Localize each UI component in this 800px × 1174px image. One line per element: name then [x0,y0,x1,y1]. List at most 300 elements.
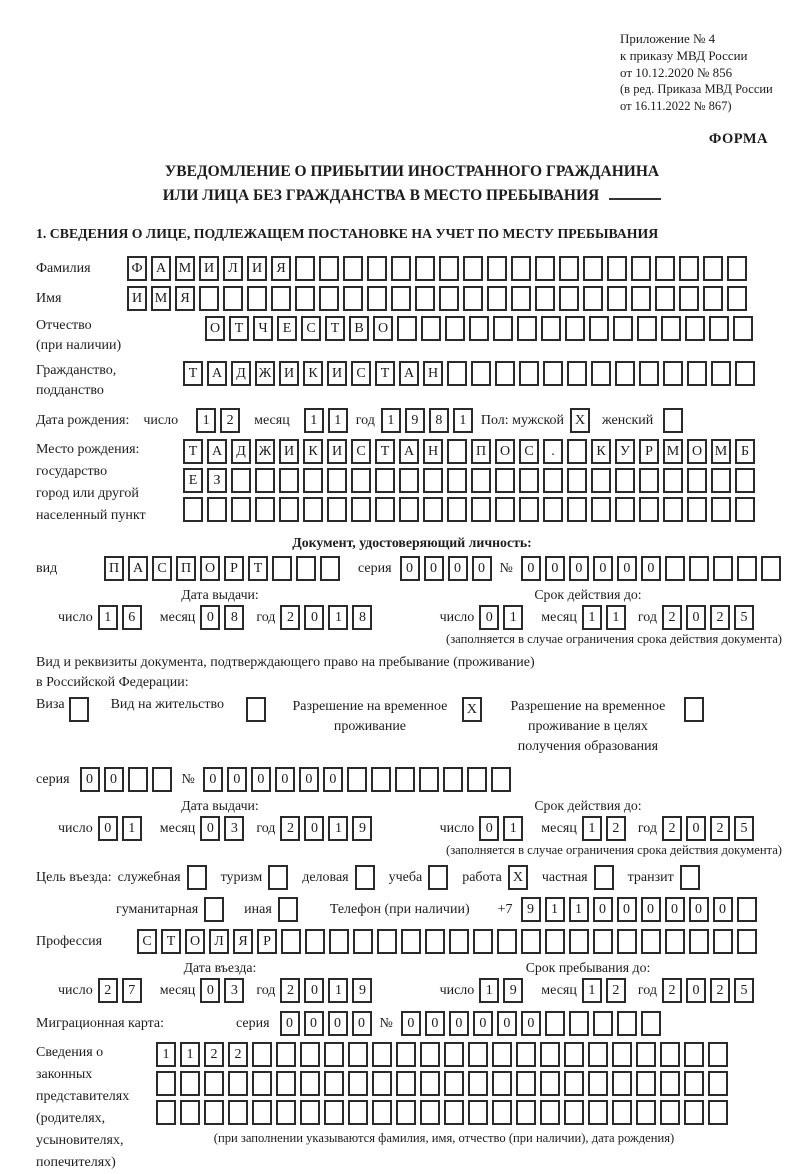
char-box[interactable]: 6 [122,605,142,630]
char-box[interactable] [447,468,467,493]
char-box[interactable] [535,256,555,281]
char-box[interactable]: 0 [521,1011,541,1036]
char-box[interactable]: Д [231,439,251,464]
char-box[interactable]: 2 [710,605,730,630]
char-box[interactable] [439,256,459,281]
char-box[interactable] [348,1042,368,1067]
char-box[interactable] [607,286,627,311]
checkbox[interactable] [680,865,700,890]
char-box[interactable] [545,1011,565,1036]
char-box[interactable] [593,1011,613,1036]
char-box[interactable]: 0 [251,767,271,792]
char-box[interactable]: 0 [689,897,709,922]
char-box[interactable]: 0 [425,1011,445,1036]
char-box[interactable]: 1 [606,605,626,630]
char-box[interactable]: 0 [275,767,295,792]
char-box[interactable]: 2 [228,1042,248,1067]
char-box[interactable] [540,1071,560,1096]
char-box[interactable] [329,929,349,954]
char-box[interactable] [569,929,589,954]
char-box[interactable]: Т [229,316,249,341]
char-box[interactable]: 1 [453,408,473,433]
char-box[interactable] [567,497,587,522]
char-box[interactable]: 0 [472,556,492,581]
char-box[interactable]: 0 [200,605,220,630]
char-box[interactable] [660,1071,680,1096]
char-box[interactable] [300,1042,320,1067]
char-box[interactable] [279,497,299,522]
char-box[interactable]: 1 [328,816,348,841]
char-box[interactable] [679,256,699,281]
char-box[interactable] [727,256,747,281]
char-box[interactable]: 2 [98,978,118,1003]
char-box[interactable]: 0 [593,897,613,922]
char-box[interactable]: 0 [304,1011,324,1036]
char-box[interactable] [247,286,267,311]
char-box[interactable]: Т [248,556,268,581]
char-box[interactable] [591,497,611,522]
char-box[interactable] [300,1100,320,1125]
char-box[interactable] [735,361,755,386]
char-box[interactable] [351,468,371,493]
char-box[interactable]: 1 [122,816,142,841]
char-box[interactable]: А [207,361,227,386]
char-box[interactable] [639,361,659,386]
char-box[interactable]: 0 [401,1011,421,1036]
char-box[interactable] [737,897,757,922]
char-box[interactable] [372,1100,392,1125]
char-box[interactable] [319,256,339,281]
char-box[interactable]: 9 [521,897,541,922]
char-box[interactable] [420,1100,440,1125]
char-box[interactable] [401,929,421,954]
checkbox[interactable] [594,865,614,890]
char-box[interactable]: 0 [203,767,223,792]
checkbox[interactable] [187,865,207,890]
char-box[interactable]: 0 [665,897,685,922]
char-box[interactable]: 1 [582,605,602,630]
char-box[interactable]: Т [183,439,203,464]
char-box[interactable] [353,929,373,954]
char-box[interactable]: 1 [582,816,602,841]
char-box[interactable]: 0 [200,816,220,841]
char-box[interactable]: 1 [582,978,602,1003]
char-box[interactable]: 1 [503,816,523,841]
char-box[interactable]: 3 [224,816,244,841]
checkbox[interactable] [204,897,224,922]
char-box[interactable] [543,468,563,493]
char-box[interactable] [713,556,733,581]
char-box[interactable]: 0 [280,1011,300,1036]
char-box[interactable] [425,929,445,954]
char-box[interactable] [252,1100,272,1125]
char-box[interactable] [615,361,635,386]
char-box[interactable] [495,468,515,493]
char-box[interactable]: 1 [503,605,523,630]
char-box[interactable]: Р [639,439,659,464]
char-box[interactable] [641,1011,661,1036]
char-box[interactable]: С [137,929,157,954]
char-box[interactable] [415,256,435,281]
char-box[interactable] [519,361,539,386]
char-box[interactable]: О [495,439,515,464]
char-box[interactable] [545,929,565,954]
char-box[interactable] [445,316,465,341]
char-box[interactable] [559,256,579,281]
char-box[interactable] [727,286,747,311]
char-box[interactable] [487,286,507,311]
char-box[interactable]: 2 [662,816,682,841]
char-box[interactable]: О [373,316,393,341]
char-box[interactable]: Л [209,929,229,954]
char-box[interactable] [583,256,603,281]
char-box[interactable]: 1 [180,1042,200,1067]
char-box[interactable] [281,929,301,954]
char-box[interactable] [492,1071,512,1096]
char-box[interactable] [540,1042,560,1067]
char-box[interactable]: 0 [686,978,706,1003]
char-box[interactable] [372,1071,392,1096]
char-box[interactable] [639,468,659,493]
char-box[interactable]: Л [223,256,243,281]
char-box[interactable] [319,286,339,311]
char-box[interactable] [447,439,467,464]
char-box[interactable]: 0 [104,767,124,792]
char-box[interactable] [397,316,417,341]
char-box[interactable] [636,1071,656,1096]
char-box[interactable]: О [205,316,225,341]
char-box[interactable] [303,497,323,522]
char-box[interactable]: 1 [569,897,589,922]
char-box[interactable] [567,468,587,493]
char-box[interactable]: О [185,929,205,954]
char-box[interactable] [565,316,585,341]
char-box[interactable] [567,439,587,464]
char-box[interactable]: А [399,361,419,386]
char-box[interactable] [612,1100,632,1125]
char-box[interactable]: 7 [122,978,142,1003]
char-box[interactable] [469,316,489,341]
char-box[interactable] [367,286,387,311]
char-box[interactable] [655,256,675,281]
char-box[interactable] [255,468,275,493]
char-box[interactable] [207,497,227,522]
char-box[interactable] [276,1042,296,1067]
char-box[interactable]: П [471,439,491,464]
char-box[interactable] [444,1100,464,1125]
char-box[interactable]: 9 [405,408,425,433]
char-box[interactable]: 0 [304,978,324,1003]
char-box[interactable]: М [663,439,683,464]
char-box[interactable]: 1 [328,408,348,433]
char-box[interactable]: 9 [503,978,523,1003]
char-box[interactable]: Ж [255,361,275,386]
char-box[interactable]: . [543,439,563,464]
char-box[interactable] [396,1100,416,1125]
char-box[interactable] [687,361,707,386]
char-box[interactable] [420,1042,440,1067]
char-box[interactable] [663,497,683,522]
char-box[interactable]: 5 [734,978,754,1003]
char-box[interactable]: И [127,286,147,311]
char-box[interactable] [204,1071,224,1096]
char-box[interactable] [396,1042,416,1067]
char-box[interactable] [375,468,395,493]
char-box[interactable]: 0 [686,605,706,630]
char-box[interactable] [487,256,507,281]
char-box[interactable]: С [301,316,321,341]
char-box[interactable]: Ч [253,316,273,341]
char-box[interactable] [735,497,755,522]
char-box[interactable]: И [199,256,219,281]
char-box[interactable] [543,361,563,386]
checkbox[interactable] [428,865,448,890]
char-box[interactable]: 0 [479,605,499,630]
char-box[interactable] [423,468,443,493]
char-box[interactable] [343,256,363,281]
char-box[interactable] [564,1071,584,1096]
char-box[interactable] [615,468,635,493]
char-box[interactable]: 3 [224,978,244,1003]
char-box[interactable]: 2 [710,978,730,1003]
char-box[interactable] [685,316,705,341]
char-box[interactable] [444,1042,464,1067]
char-box[interactable] [272,556,292,581]
checkbox[interactable] [355,865,375,890]
checkbox[interactable]: X [508,865,528,890]
char-box[interactable]: С [519,439,539,464]
char-box[interactable] [324,1100,344,1125]
char-box[interactable]: О [687,439,707,464]
char-box[interactable]: 0 [686,816,706,841]
char-box[interactable] [636,1042,656,1067]
char-box[interactable]: 0 [593,556,613,581]
char-box[interactable]: У [615,439,635,464]
char-box[interactable]: 2 [204,1042,224,1067]
char-box[interactable] [583,286,603,311]
char-box[interactable] [449,929,469,954]
char-box[interactable] [613,316,633,341]
char-box[interactable]: 0 [641,556,661,581]
char-box[interactable] [300,1071,320,1096]
char-box[interactable] [324,1071,344,1096]
char-box[interactable] [493,316,513,341]
char-box[interactable] [684,1042,704,1067]
char-box[interactable]: 1 [304,408,324,433]
char-box[interactable] [636,1100,656,1125]
char-box[interactable]: И [327,439,347,464]
char-box[interactable]: К [591,439,611,464]
char-box[interactable] [591,361,611,386]
char-box[interactable]: 1 [328,605,348,630]
char-box[interactable]: 0 [641,897,661,922]
char-box[interactable] [223,286,243,311]
char-box[interactable]: З [207,468,227,493]
char-box[interactable] [521,929,541,954]
char-box[interactable]: 0 [569,556,589,581]
char-box[interactable]: 0 [497,1011,517,1036]
char-box[interactable] [367,256,387,281]
char-box[interactable] [447,497,467,522]
char-box[interactable]: М [711,439,731,464]
char-box[interactable] [516,1042,536,1067]
char-box[interactable]: Т [183,361,203,386]
char-box[interactable] [660,1042,680,1067]
char-box[interactable] [615,497,635,522]
char-box[interactable]: Д [231,361,251,386]
char-box[interactable] [588,1042,608,1067]
char-box[interactable]: Р [224,556,244,581]
char-box[interactable] [279,468,299,493]
char-box[interactable] [295,286,315,311]
char-box[interactable] [511,256,531,281]
char-box[interactable]: 0 [328,1011,348,1036]
char-box[interactable] [180,1071,200,1096]
char-box[interactable]: И [279,361,299,386]
char-box[interactable] [617,929,637,954]
char-box[interactable]: И [279,439,299,464]
char-box[interactable] [703,256,723,281]
char-box[interactable] [612,1071,632,1096]
char-box[interactable]: Ж [255,439,275,464]
char-box[interactable]: К [303,361,323,386]
char-box[interactable]: Я [271,256,291,281]
char-box[interactable] [204,1100,224,1125]
char-box[interactable] [375,497,395,522]
char-box[interactable]: 0 [449,1011,469,1036]
char-box[interactable] [631,256,651,281]
checkbox[interactable] [663,408,683,433]
char-box[interactable] [495,497,515,522]
char-box[interactable] [255,497,275,522]
char-box[interactable] [295,256,315,281]
char-box[interactable]: 0 [448,556,468,581]
char-box[interactable]: Ф [127,256,147,281]
char-box[interactable] [252,1042,272,1067]
char-box[interactable] [471,497,491,522]
char-box[interactable]: Я [233,929,253,954]
char-box[interactable] [492,1100,512,1125]
char-box[interactable]: 0 [400,556,420,581]
char-box[interactable]: А [151,256,171,281]
char-box[interactable] [665,556,685,581]
char-box[interactable] [252,1071,272,1096]
char-box[interactable] [735,468,755,493]
char-box[interactable] [391,256,411,281]
char-box[interactable] [467,767,487,792]
char-box[interactable] [128,767,148,792]
char-box[interactable] [444,1071,464,1096]
char-box[interactable]: 2 [606,978,626,1003]
char-box[interactable]: И [327,361,347,386]
char-box[interactable] [687,497,707,522]
char-box[interactable] [276,1100,296,1125]
char-box[interactable]: 0 [304,816,324,841]
char-box[interactable] [183,497,203,522]
char-box[interactable]: 5 [734,816,754,841]
char-box[interactable] [377,929,397,954]
char-box[interactable] [468,1042,488,1067]
char-box[interactable]: 1 [196,408,216,433]
char-box[interactable] [689,556,709,581]
char-box[interactable] [711,468,731,493]
char-box[interactable] [343,286,363,311]
char-box[interactable] [689,929,709,954]
char-box[interactable] [708,1042,728,1067]
char-box[interactable]: О [200,556,220,581]
char-box[interactable] [511,286,531,311]
char-box[interactable] [296,556,316,581]
char-box[interactable]: 5 [734,605,754,630]
char-box[interactable] [540,1100,560,1125]
char-box[interactable]: С [351,361,371,386]
char-box[interactable] [519,468,539,493]
char-box[interactable]: С [351,439,371,464]
char-box[interactable]: 0 [304,605,324,630]
char-box[interactable]: Т [375,439,395,464]
char-box[interactable]: 8 [224,605,244,630]
char-box[interactable]: 1 [545,897,565,922]
char-box[interactable] [348,1071,368,1096]
char-box[interactable]: Т [325,316,345,341]
char-box[interactable] [711,361,731,386]
char-box[interactable] [348,1100,368,1125]
char-box[interactable] [228,1100,248,1125]
char-box[interactable] [320,556,340,581]
char-box[interactable] [399,468,419,493]
char-box[interactable]: 8 [352,605,372,630]
char-box[interactable] [641,929,661,954]
char-box[interactable] [737,556,757,581]
char-box[interactable] [468,1071,488,1096]
char-box[interactable] [761,556,781,581]
char-box[interactable]: 0 [479,816,499,841]
char-box[interactable]: Н [423,439,443,464]
checkbox[interactable]: X [462,697,482,722]
char-box[interactable]: А [128,556,148,581]
char-box[interactable]: Т [161,929,181,954]
char-box[interactable]: 2 [280,605,300,630]
checkbox[interactable] [278,897,298,922]
char-box[interactable] [637,316,657,341]
char-box[interactable]: 9 [352,816,372,841]
char-box[interactable] [663,468,683,493]
char-box[interactable] [327,497,347,522]
char-box[interactable] [684,1100,704,1125]
char-box[interactable] [152,767,172,792]
char-box[interactable] [617,1011,637,1036]
char-box[interactable] [231,468,251,493]
char-box[interactable]: 0 [323,767,343,792]
char-box[interactable] [199,286,219,311]
char-box[interactable] [535,286,555,311]
char-box[interactable]: М [175,256,195,281]
char-box[interactable]: Н [423,361,443,386]
char-box[interactable]: Я [175,286,195,311]
char-box[interactable]: 0 [80,767,100,792]
checkbox[interactable]: X [570,408,590,433]
char-box[interactable] [471,361,491,386]
char-box[interactable] [517,316,537,341]
char-box[interactable] [665,929,685,954]
char-box[interactable] [639,497,659,522]
char-box[interactable] [703,286,723,311]
char-box[interactable] [492,1042,512,1067]
char-box[interactable] [447,361,467,386]
char-box[interactable] [612,1042,632,1067]
char-box[interactable] [733,316,753,341]
char-box[interactable] [495,361,515,386]
